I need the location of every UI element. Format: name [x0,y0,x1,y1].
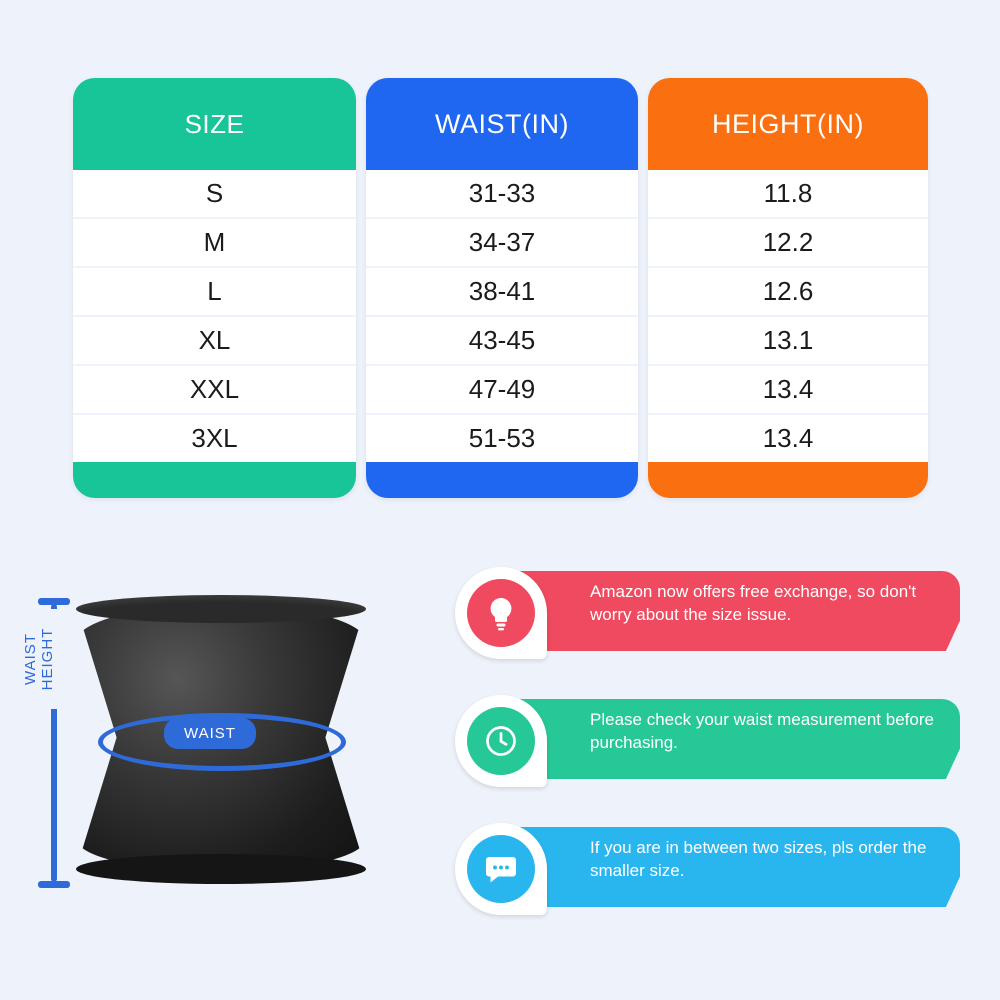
notes-section [430,555,970,975]
table-cell: 13.4 [648,366,928,415]
column-cells-size [73,170,356,498]
table-cell: 13.1 [648,317,928,366]
table-cell: 13.4 [648,415,928,462]
waist-height-label: WAIST HEIGHT [18,609,60,709]
table-cell: XL [73,317,356,366]
table-column-height [648,78,928,498]
table-cell: M [73,219,356,268]
table-cell: 31-33 [366,170,638,219]
note-badge-wrap [450,693,552,785]
belt-top-edge [76,595,366,623]
table-cell: 11.8 [648,170,928,219]
note-text: Please check your waist measurement before purchasing. [590,710,934,752]
table-column-waist [366,78,638,498]
table-cell: 3XL [73,415,356,462]
table-cell: S [73,170,356,219]
note-badge-wrap [450,821,552,913]
note-badge-wrap [450,565,552,657]
column-header-waist: WAIST(IN) [435,108,569,139]
clock-icon [467,707,535,775]
column-cells-waist [366,170,638,498]
table-cell: 12.6 [648,268,928,317]
table-cell: XXL [73,366,356,415]
table-cell: 51-53 [366,415,638,462]
table-column-size [73,78,356,498]
measure-cap-bottom [38,881,70,888]
column-header-height: HEIGHT(IN) [712,108,864,139]
column-cells-height [648,170,928,498]
product-illustration [20,560,420,980]
table-cell: 43-45 [366,317,638,366]
table-cell: 38-41 [366,268,638,317]
belt-bottom-edge [76,854,366,884]
note-item [450,693,960,785]
table-cell: 47-49 [366,366,638,415]
table-cell: L [73,268,356,317]
note-text: If you are in between two sizes, pls order the smaller size. [590,838,927,880]
note-item [450,565,960,657]
waist-trainer-belt-image [76,605,366,870]
column-header-size: SIZE [184,108,245,139]
note-item [450,821,960,913]
size-chart-table [73,78,928,498]
note-text: Amazon now offers free exchange, so don't worry about the size issue. [590,582,917,624]
waist-label: WAIST [164,718,256,749]
table-cell: 34-37 [366,219,638,268]
chat-bubble-icon [467,835,535,903]
lightbulb-icon [467,579,535,647]
table-cell: 12.2 [648,219,928,268]
